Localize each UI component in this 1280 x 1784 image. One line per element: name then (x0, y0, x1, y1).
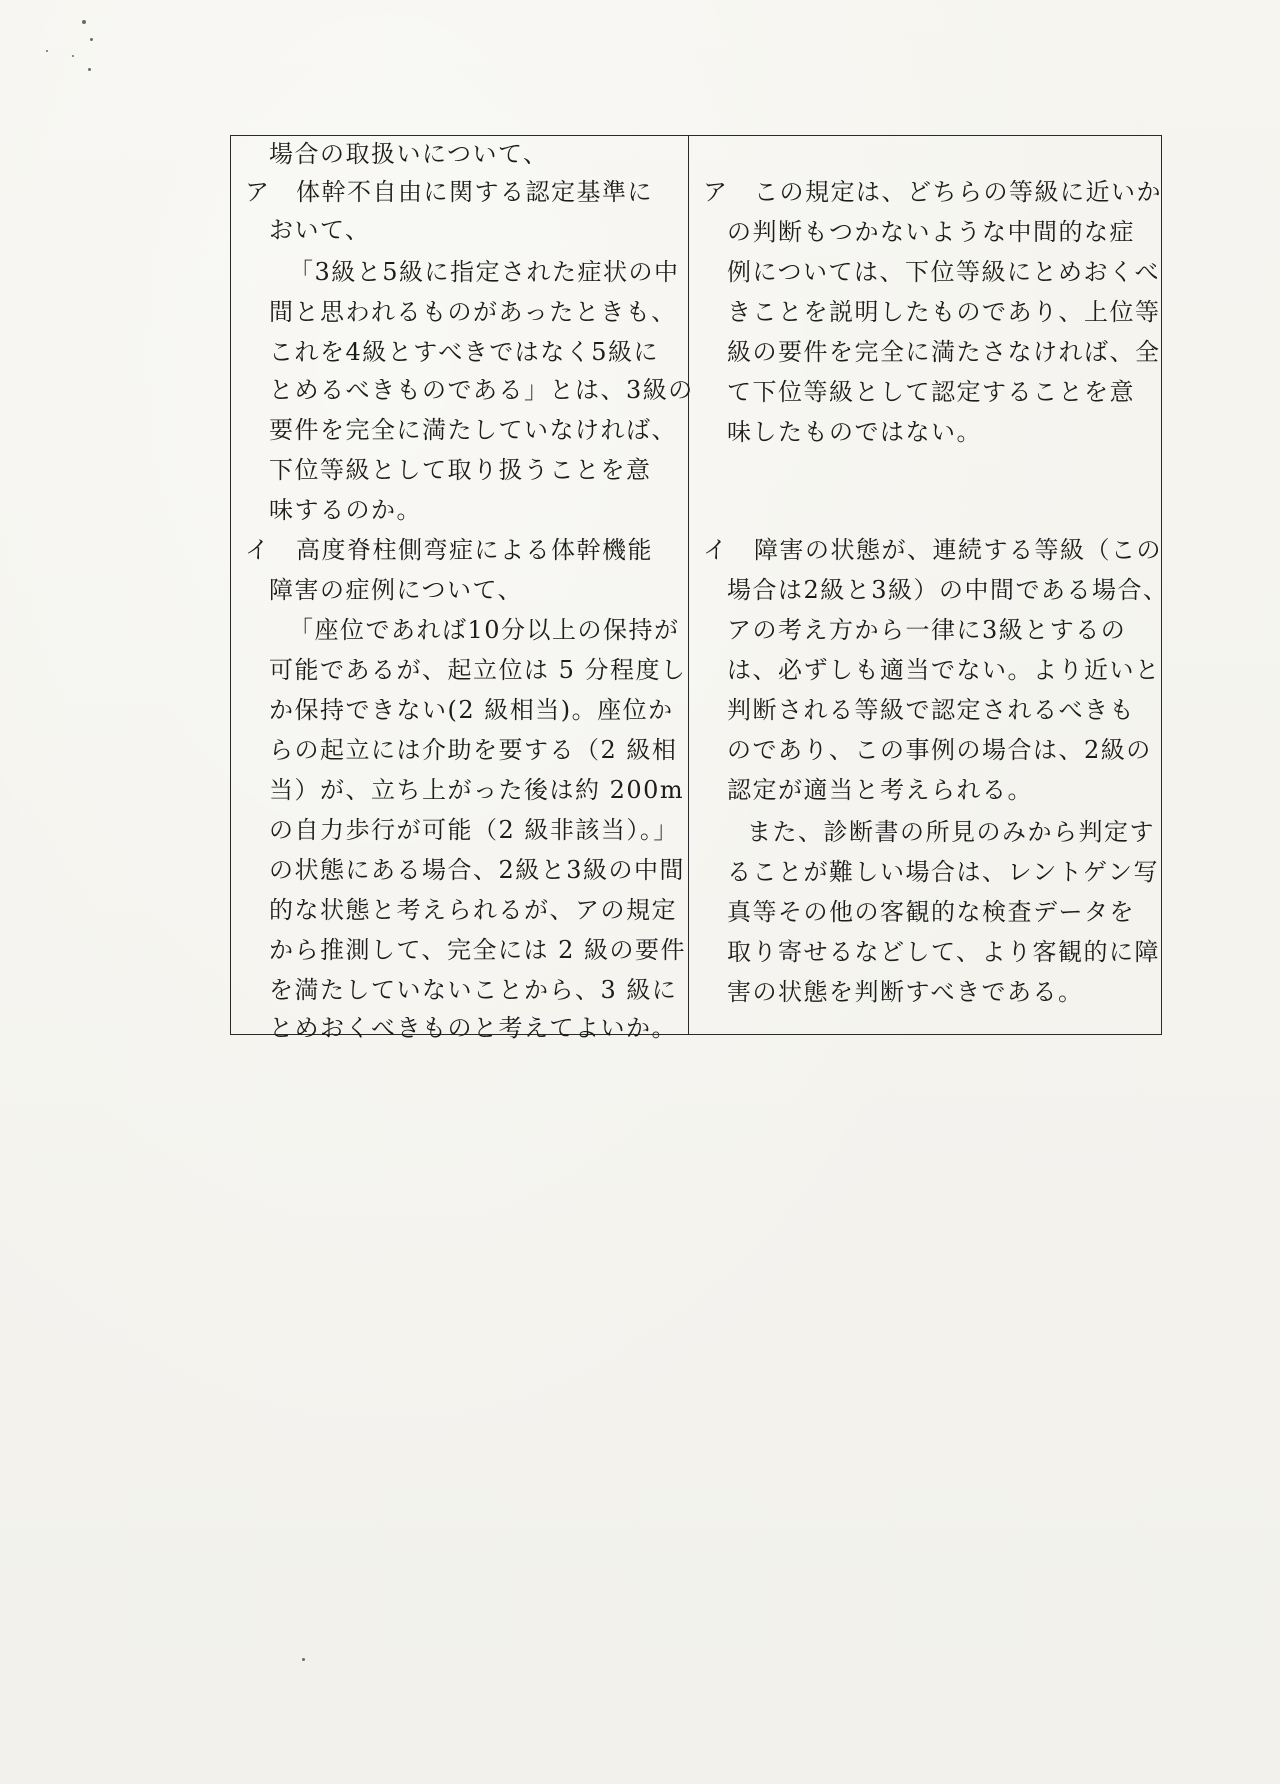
answer-line: て下位等級として認定することを意 (727, 378, 1135, 406)
answer-line: アの考え方から一律に3級とするの (727, 616, 1127, 644)
question-line: 当）が、立ち上がった後は約 200m (269, 776, 685, 804)
answer-line: 級の要件を完全に満たさなければ、全 (727, 338, 1161, 366)
question-line: 可能であるが、起立位は 5 分程度し (269, 656, 687, 684)
question-line: 下位等級として取り扱うことを意 (269, 456, 652, 484)
answer-column (689, 136, 1169, 1034)
answer-line: 判断される等級で認定されるべきも (727, 696, 1135, 724)
answer-line: 真等その他の客観的な検査データを (727, 898, 1135, 926)
question-line: 味するのか。 (269, 496, 422, 524)
question-line: の状態にある場合、2級と3級の中間 (269, 856, 686, 884)
question-line: 間と思われるものがあったときも、 (269, 298, 677, 326)
answer-line: 場合は2級と3級）の中間である場合、 (727, 576, 1169, 604)
question-line: とめるべきものである」とは、3級の (269, 376, 694, 404)
question-line: か保持できない(2 級相当)。座位か (269, 696, 674, 724)
question-line: イ 高度脊柱側弯症による体幹機能 (245, 536, 653, 564)
answer-line: のであり、この事例の場合は、2級の (727, 736, 1152, 764)
question-line: 要件を完全に満たしていなければ、 (269, 416, 677, 444)
question-column (231, 136, 694, 1042)
question-line: ア 体幹不自由に関する認定基準に (245, 178, 653, 206)
answer-line: また、診断書の所見のみから判定す (747, 818, 1155, 846)
answer-line: 取り寄せるなどして、より客観的に障 (727, 938, 1161, 966)
question-line: 的な状態と考えられるが、アの規定 (269, 896, 677, 924)
answer-line: 害の状態を判断すべきである。 (727, 978, 1084, 1006)
answer-line: ア この規定は、どちらの等級に近いか (703, 178, 1162, 206)
question-line: これを4級とすべきではなく5級に (269, 338, 660, 366)
question-line: の自力歩行が可能（2 級非該当）。」 (269, 816, 679, 844)
question-line: とめおくべきものと考えてよいか。 (269, 1014, 677, 1042)
question-line: から推測して、完全には 2 級の要件 (269, 936, 687, 964)
question-line: らの起立には介助を要する（2 級相 (269, 736, 678, 764)
question-line: おいて、 (269, 216, 371, 244)
question-line: 「3級と5級に指定された症状の中 (289, 258, 680, 286)
answer-line: の判断もつかないような中間的な症 (727, 218, 1135, 246)
answer-line: は、必ずしも適当でない。より近いと (727, 656, 1161, 684)
question-line: 障害の症例について、 (269, 576, 524, 604)
answer-line: 味したものではない。 (727, 418, 982, 446)
answer-line: ることが難しい場合は、レントゲン写 (727, 858, 1159, 886)
answer-line: 例については、下位等級にとめおくべ (727, 258, 1161, 286)
question-line: を満たしていないことから、3 級に (269, 976, 678, 1004)
question-line: 場合の取扱いについて、 (269, 140, 549, 168)
question-line: 「座位であれば10分以上の保持が (289, 616, 680, 644)
answer-line: 認定が適当と考えられる。 (727, 776, 1033, 804)
qa-table (230, 135, 1169, 1042)
answer-line: きことを説明したものであり、上位等 (727, 298, 1161, 326)
answer-line: イ 障害の状態が、連続する等級（この (703, 536, 1162, 564)
